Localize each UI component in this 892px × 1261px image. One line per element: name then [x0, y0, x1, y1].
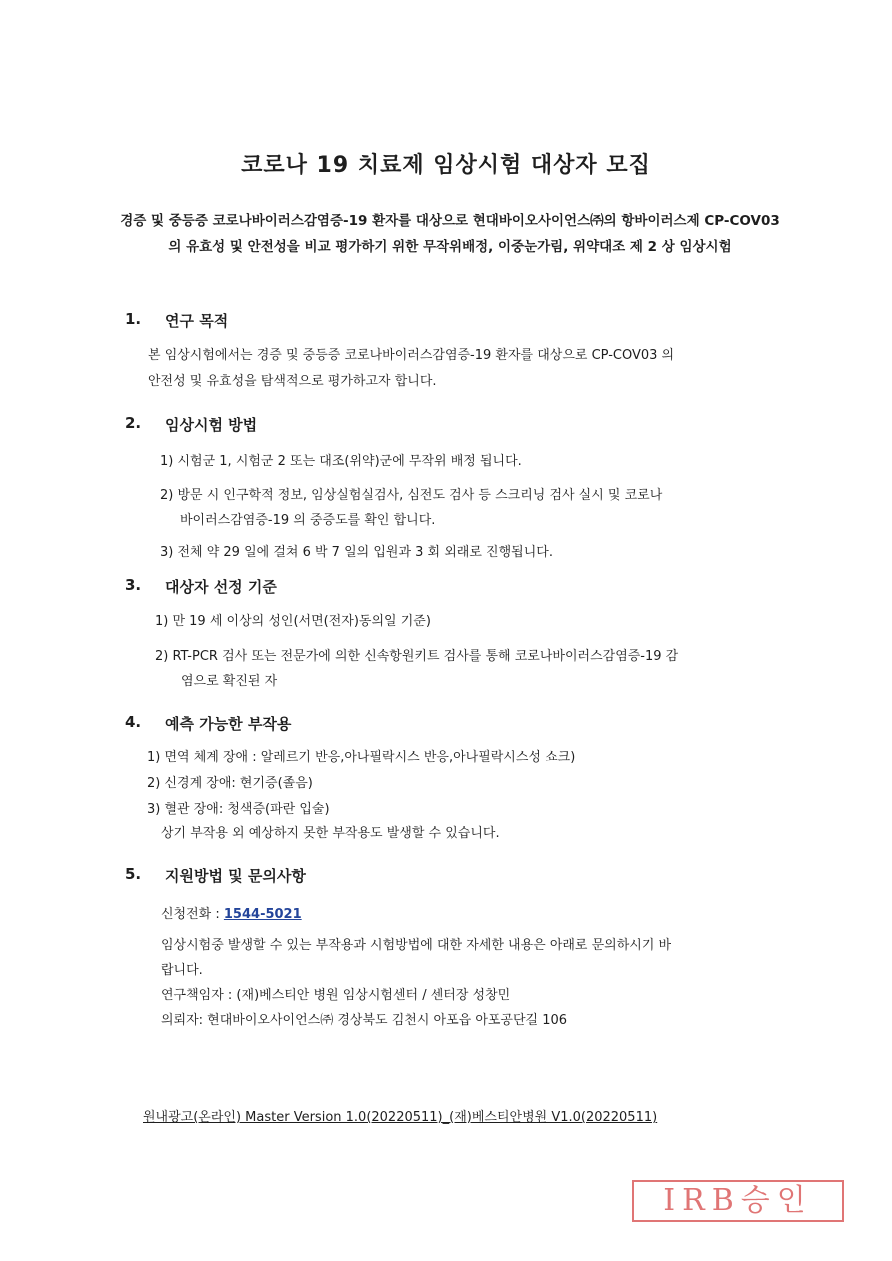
- section-3-line-2: 2) RT-PCR 검사 또는 전문가에 의한 신속항원키트 검사를 통해 코로나바이러스감염증-19 감: [155, 649, 679, 664]
- section-4-heading: 예측 가능한 부작용: [165, 715, 292, 733]
- page-title: 코로나 19 치료제 임상시험 대상자 모집: [241, 153, 651, 178]
- section-4-line-3: 3) 혈관 장애: 청색증(파란 입술): [147, 802, 330, 817]
- section-4-line-2: 2) 신경계 장애: 현기증(졸음): [147, 776, 313, 791]
- section-1-number: 1.: [125, 310, 142, 328]
- section-2-number: 2.: [125, 414, 142, 432]
- phone-label: 신청전화 :: [161, 907, 224, 922]
- section-4-number: 4.: [125, 713, 142, 731]
- phone-line: [161, 903, 302, 922]
- section-2-line-4: 3) 전체 약 29 일에 걸쳐 6 박 7 일의 입원과 3 회 외래로 진행됩니다.: [160, 545, 553, 560]
- section-3-line-1: 1) 만 19 세 이상의 성인(서면(전자)동의일 기준): [155, 614, 431, 629]
- section-5-line-1: 임상시험중 발생할 수 있는 부작용과 시험방법에 대한 자세한 내용은 아래로 문의하시기 바: [161, 938, 672, 953]
- section-4-line-4: 상기 부작용 외 예상하지 못한 부작용도 발생할 수 있습니다.: [161, 826, 500, 841]
- irb-approval-stamp: IRB승인: [632, 1180, 844, 1222]
- section-3-line-3: 염으로 확진된 자: [181, 674, 278, 689]
- section-5-heading: 지원방법 및 문의사항: [165, 867, 306, 885]
- section-3-heading: 대상자 선정 기준: [165, 578, 277, 596]
- page-subtitle: 경증 및 중등증 코로나바이러스감염증-19 환자를 대상으로 현대바이오사이언스㈜의 항바이러스제 CP-COV03의 유효성 및 안전성을 비교 평가하기 위한 무작위배정, 이중눈가림, 위약대조 제 2 상 임상시험: [120, 213, 780, 255]
- section-1-line-2: 안전성 및 유효성을 탐색적으로 평가하고자 합니다.: [148, 374, 437, 389]
- section-2-line-3: 바이러스감염증-19 의 중증도를 확인 합니다.: [180, 513, 436, 528]
- section-3-number: 3.: [125, 576, 142, 594]
- section-2-heading: 임상시험 방법: [165, 416, 258, 434]
- section-1-heading: 연구 목적: [165, 312, 229, 330]
- footer-version: 원내광고(온라인) Master Version 1.0(20220511)_(재)베스티안병원 V1.0(20220511): [143, 1110, 658, 1125]
- section-5-line-3: 연구책임자 : (재)베스티안 병원 임상시험센터 / 센터장 성창민: [161, 988, 511, 1003]
- phone-number[interactable]: 1544-5021: [223, 907, 302, 922]
- section-2-line-1: 1) 시험군 1, 시험군 2 또는 대조(위약)군에 무작위 배정 됩니다.: [160, 454, 522, 469]
- section-5-number: 5.: [125, 865, 142, 883]
- section-5-line-2: 랍니다.: [161, 963, 203, 978]
- section-1-line-1: 본 임상시험에서는 경증 및 중등증 코로나바이러스감염증-19 환자를 대상으로 CP-COV03 의: [148, 348, 675, 363]
- section-4-line-1: 1) 면역 체계 장애 : 알레르기 반응,아나필락시스 반응,아나필락시스성 쇼크): [147, 750, 576, 765]
- section-5-line-4: 의뢰자: 현대바이오사이언스㈜ 경상북도 김천시 아포읍 아포공단길 106: [161, 1013, 568, 1028]
- section-2-line-2: 2) 방문 시 인구학적 정보, 임상실험실검사, 심전도 검사 등 스크리닝 검사 실시 및 코로나: [160, 488, 663, 503]
